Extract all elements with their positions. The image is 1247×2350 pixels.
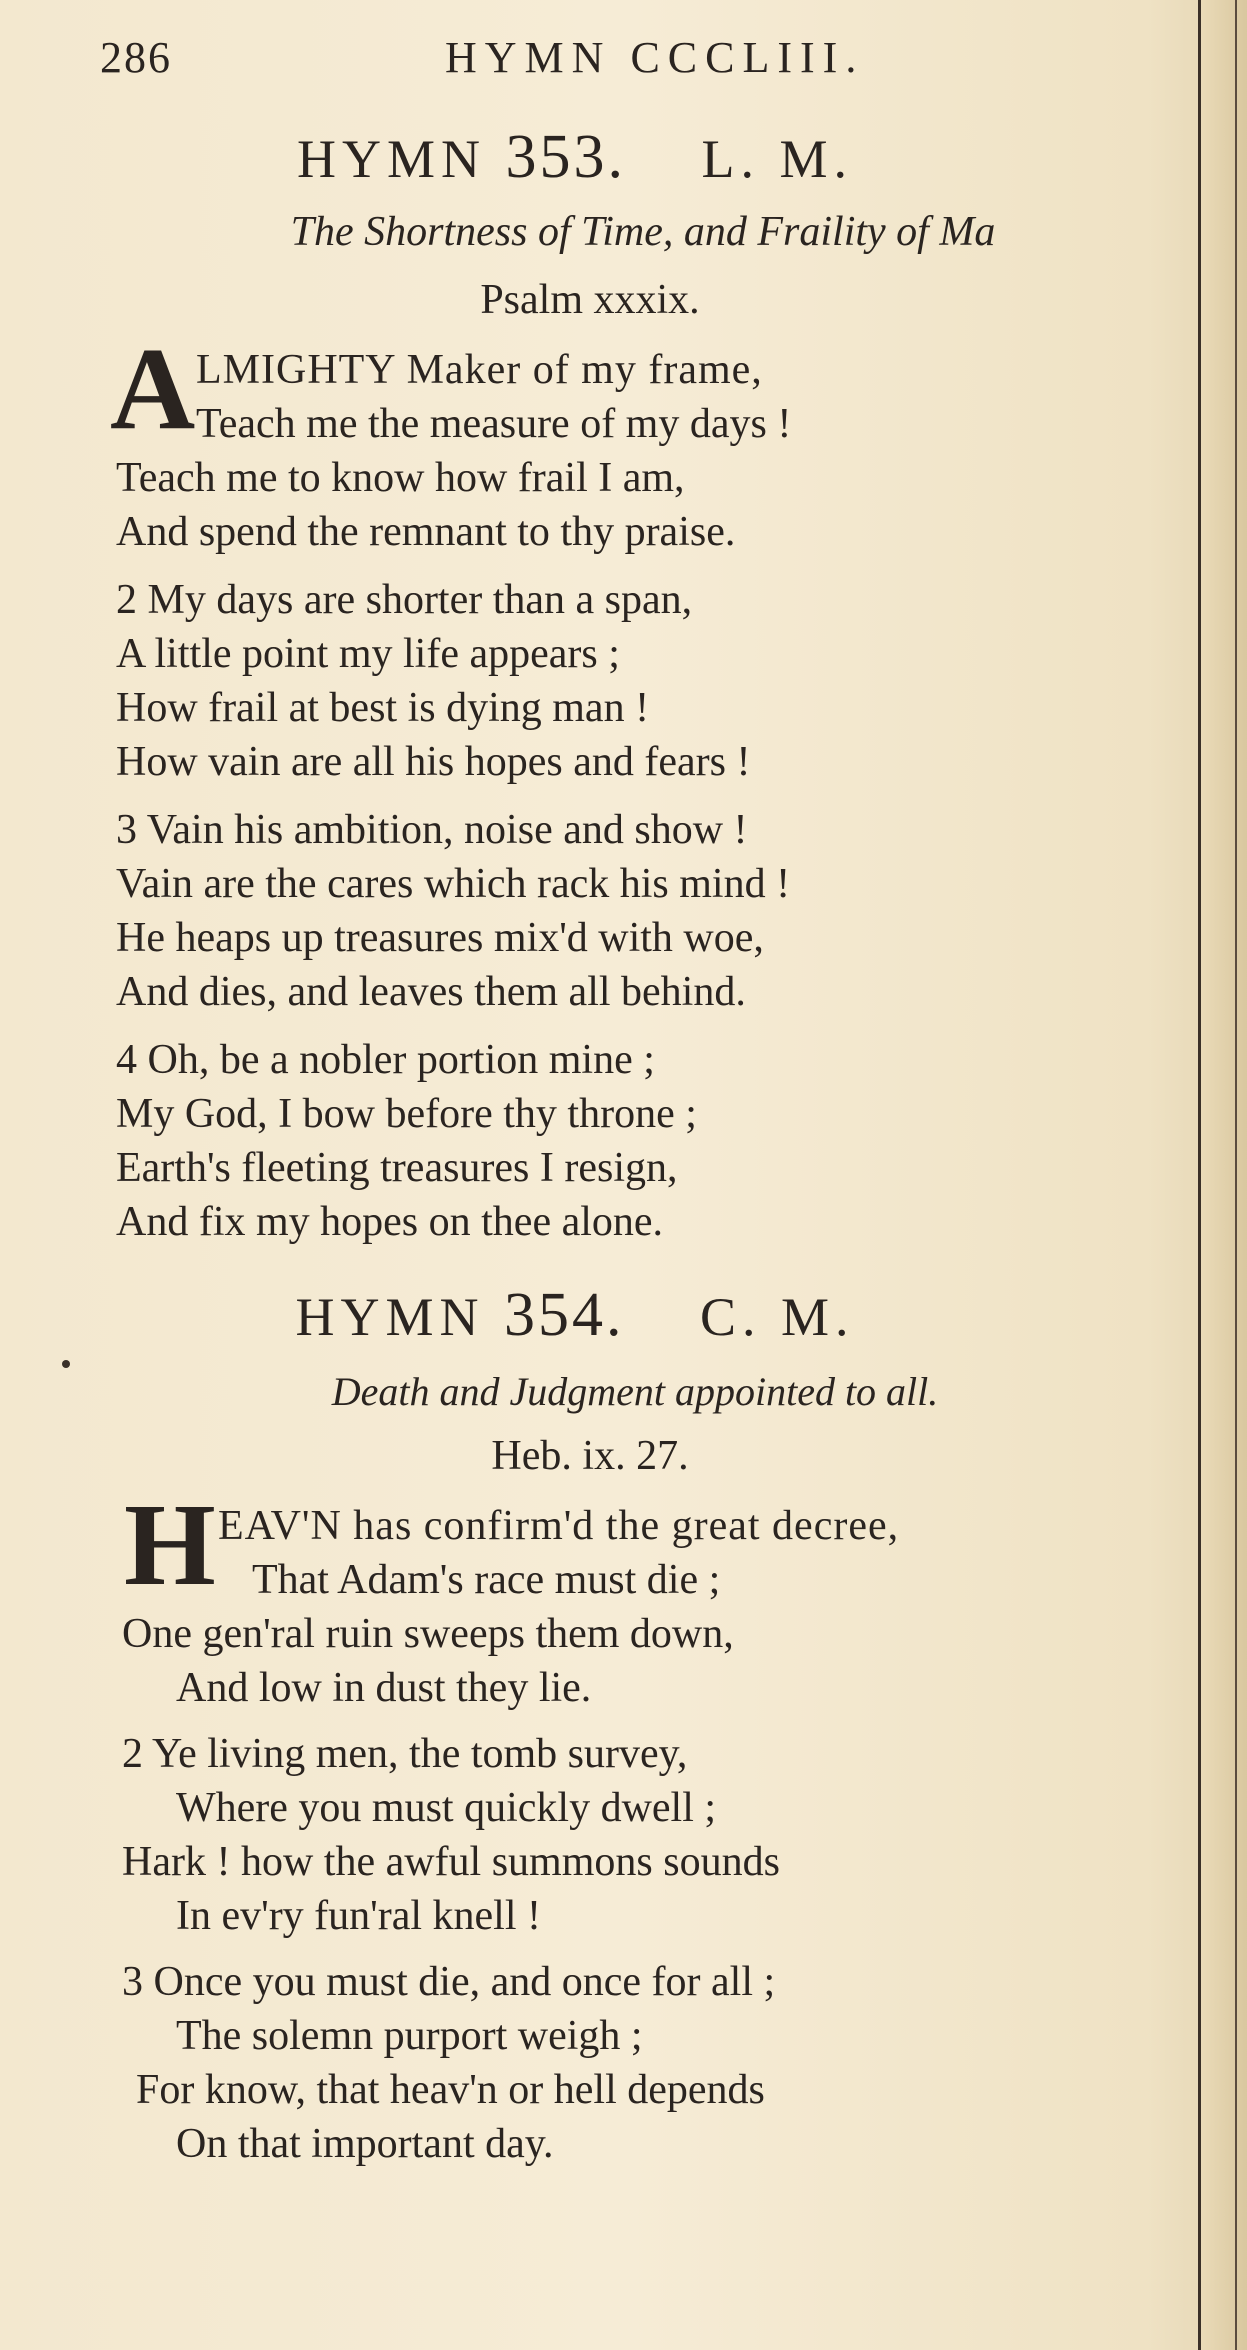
hymn-354-line-9: 3 Once you must die, and once for all ;: [122, 1959, 776, 2005]
hymn-354-line-4: And low in dust they lie.: [176, 1665, 592, 1711]
hymn-word: HYMN: [295, 1287, 485, 1347]
hymn-354-line-12: On that important day.: [176, 2121, 554, 2167]
hymn-353-line-6: A little point my life appears ;: [116, 631, 620, 677]
hymn-354-dropcap: H: [124, 1479, 216, 1610]
hymn-353-line-16: And fix my hopes on thee alone.: [116, 1199, 664, 1245]
hymn-353-line-9: 3 Vain his ambition, noise and show !: [116, 807, 748, 853]
hymn-353-line-3: Teach me to know how frail I am,: [116, 455, 685, 501]
hymn-354-heading: [0, 1280, 1150, 1351]
hymn-353-line-10: Vain are the cares which rack his mind !: [116, 861, 791, 907]
hymn-353-line-13: 4 Oh, be a nobler portion mine ;: [116, 1037, 655, 1083]
hymn-354-line-10: The solemn purport weigh ;: [176, 2013, 643, 2059]
hymn-353-line-11: He heaps up treasures mix'd with woe,: [116, 915, 764, 961]
page-gutter-line: [1235, 0, 1237, 2350]
stray-mark: [62, 1360, 70, 1368]
hymn-354-line-8: In ev'ry fun'ral knell !: [176, 1893, 541, 1939]
hymn-meter: C. M.: [699, 1287, 855, 1347]
hymn-354-line-11: For know, that heav'n or hell depends: [136, 2067, 765, 2113]
hymn-354-subtitle: Death and Judgment appointed to all.: [331, 1369, 939, 1414]
hymn-354-line-6: Where you must quickly dwell ;: [176, 1785, 717, 1831]
hymn-354-line-5: 2 Ye living men, the tomb survey,: [122, 1731, 688, 1777]
hymn-353-reference: Psalm xxxix.: [480, 277, 700, 323]
hymn-354-line-1: EAV'N has confirm'd the great decree,: [218, 1503, 900, 1549]
adjacent-page-edge: [1198, 0, 1247, 2350]
hymn-354-reference: Heb. ix. 27.: [491, 1433, 689, 1479]
hymn-354-line-7: Hark ! how the awful summons sounds: [122, 1839, 780, 1885]
hymn-353-line-8: How vain are all his hopes and fears !: [116, 739, 751, 785]
hymn-number: 353.: [505, 123, 626, 191]
hymn-354-line-2: That Adam's race must die ;: [252, 1557, 721, 1603]
hymn-353-line-5: 2 My days are shorter than a span,: [116, 577, 693, 623]
page-number: 286: [100, 33, 172, 82]
hymn-353-line-4: And spend the remnant to thy praise.: [116, 509, 736, 555]
running-title: HYMN CCCLIII.: [445, 33, 865, 82]
hymn-353-subtitle: The Shortness of Time, and Fraility of Ma: [290, 209, 996, 255]
hymn-353-line-15: Earth's fleeting treasures I resign,: [116, 1145, 678, 1191]
hymn-353-line-2: Teach me the measure of my days !: [196, 401, 792, 447]
hymn-word: HYMN: [296, 129, 486, 189]
hymn-353-line-7: How frail at best is dying man !: [116, 685, 650, 731]
hymn-354-line-3: One gen'ral ruin sweeps them down,: [122, 1611, 734, 1657]
hymn-meter: L. M.: [701, 129, 853, 189]
hymn-353-line-1: LMIGHTY Maker of my frame,: [196, 347, 763, 393]
hymn-number: 354.: [503, 1281, 625, 1349]
hymn-353-line-14: My God, I bow before thy throne ;: [116, 1091, 697, 1137]
hymn-353-dropcap: A: [110, 323, 196, 454]
hymn-353-heading: [0, 122, 1150, 193]
hymn-353-line-12: And dies, and leaves them all behind.: [116, 969, 746, 1015]
